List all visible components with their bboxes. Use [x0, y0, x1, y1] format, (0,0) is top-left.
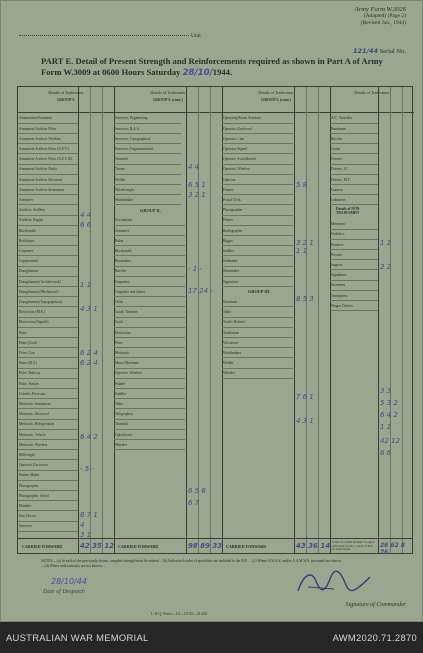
table-row: Operator, Wireless	[222, 165, 293, 175]
table-row: Photographer, Aerial	[18, 491, 78, 501]
table-row: Armament Artificer Radio	[18, 165, 78, 175]
table-row: Bootmaker	[114, 257, 185, 267]
table-row: Fitter, Station	[18, 379, 78, 389]
cf-value-1: 42 35 12	[80, 542, 115, 550]
table-row: Storeman	[222, 298, 293, 308]
cf-value-2: 98 89 33	[188, 542, 223, 550]
table-row: Surveyor, R.A.A.	[114, 124, 181, 134]
table-row: A/C, Australia	[330, 114, 378, 124]
table-row: Postal Clerk	[222, 196, 293, 206]
unit-label: Unit	[191, 33, 201, 39]
hand-nsg: 42 12	[380, 437, 401, 445]
table-row: Drivers, M.T.	[330, 175, 378, 185]
table-row: Saddler	[222, 247, 293, 257]
table-row: Grinder, Precision	[18, 389, 78, 399]
table-row: Tinsmith	[114, 155, 181, 165]
despatch-label: Date of Despatch	[43, 589, 85, 595]
hand-g1f: 6 2 4	[80, 359, 98, 367]
table-row: Operator, Switchboard	[222, 155, 293, 165]
table-row: Surveyor, Trigonometrical	[114, 145, 181, 155]
hand-g3f: 4 3 1	[296, 417, 314, 425]
table-row: Tailor	[222, 308, 293, 318]
table-row: Upholsterer	[114, 430, 185, 440]
table-row: Fitter	[114, 338, 185, 348]
form-ref-line-3: (Revised Jan., 1944)	[360, 20, 406, 26]
cf-value-3: 43 36 14	[296, 542, 331, 550]
table-row: Tinsmith	[114, 420, 185, 430]
col-head-details: Details of Tradesmen.	[48, 90, 84, 95]
table-row: Surveyor	[18, 522, 78, 532]
table-row: Trumpeters	[330, 291, 378, 301]
hand-g2f: 6 5 6	[188, 487, 206, 495]
title-date-hand: 28/10/	[182, 68, 213, 78]
hand-g1e: 6 2 4	[80, 349, 98, 357]
table-row: Cooks	[330, 145, 378, 155]
table-row: Bandsmen	[330, 124, 378, 134]
hand-g2b: 6 5 1	[188, 181, 206, 189]
table-row: Saw Doctor	[18, 512, 78, 522]
form-reference	[314, 6, 406, 27]
col-head-details: Details of Tradesmen.	[258, 90, 294, 95]
table-row: Tailor	[114, 400, 185, 410]
col-head-group-label: GROUP I.	[57, 97, 75, 102]
hand-nsc: 3 3	[380, 387, 392, 395]
hand-g1h: - 5 -	[80, 465, 94, 473]
totals-note: Totals of column marked * to agree with totals of cols. 1 and 2 of Part A. respectively.	[332, 540, 375, 552]
table-row: Textile Refitter	[222, 318, 293, 328]
table-row: Operator, Wireless	[114, 369, 185, 379]
archive-name: AUSTRALIAN WAR MEMORIAL	[6, 632, 149, 643]
notes-block: NOTES.—(a) In each of the previously shown, complete strength must be entered... (b) Authorised scales of specialists are included in the W.E. ... (c) Where A.W.A.S. and/or A.A.M.W.S. personnel are shown ... (d) Where rank/seniority are not known, ...	[41, 559, 341, 568]
table-row: Carpenter	[114, 277, 185, 287]
table-row: Signalmen	[330, 271, 378, 281]
table-row: Gunners	[330, 185, 378, 195]
group-heading: GROUP II.	[140, 207, 161, 213]
table-row: Blacksmith	[18, 226, 78, 236]
table-row: Armament Artificer Fitter (A.F.V. B)	[18, 155, 78, 165]
archive-id: AWM2020.71.2870	[332, 632, 417, 643]
table-row: Coach Trimmer	[114, 308, 185, 318]
hand-g1g: 6 4 2	[80, 433, 98, 441]
group-heading: GROUP III.	[248, 289, 271, 295]
table-row: Mechanic, Electrical	[18, 410, 78, 420]
table-row: Radiographer	[222, 226, 293, 236]
table-row: Printer	[222, 216, 293, 226]
table-row: Mechanic, Wireless	[18, 440, 78, 450]
table-row: Electrician	[114, 328, 185, 338]
hand-g3e: 7 6 1	[296, 393, 314, 401]
hand-g2c: 3 2 1	[188, 191, 206, 199]
table-row: Armament Artificer Wireless	[18, 134, 78, 144]
table-row: Operator, Excavator	[18, 461, 78, 471]
table-row: Watchmaker	[222, 349, 293, 359]
serial-label: Serial No.	[379, 48, 406, 55]
part-label: PART E.	[41, 56, 74, 66]
hand-g1j: 4	[80, 521, 85, 529]
table-row: Carpenter	[18, 247, 78, 257]
table-row: Ammunition Examiner	[18, 114, 78, 124]
table-row: Millwright	[18, 451, 78, 461]
table-row: Operating Room Assistant	[222, 114, 293, 124]
table-row: Armament Artificer Fitter	[18, 124, 78, 134]
table-row: Shoemaker	[222, 267, 293, 277]
hand-nsh: 6 6	[380, 449, 392, 457]
table-row: Butcher	[114, 267, 185, 277]
unit-line	[19, 35, 189, 36]
table-row: Draughtsman (Mechanical)	[18, 287, 78, 297]
table-row: Pattern Maker	[18, 471, 78, 481]
page-title	[41, 56, 391, 79]
title-year: 1944.	[212, 67, 233, 77]
hand-g1i: 8 7 1	[80, 511, 98, 519]
hand-g2a: 4 4	[188, 163, 200, 171]
despatch-block	[43, 577, 87, 595]
hand-g3c: 1 1	[296, 247, 308, 255]
col-head-group-1	[18, 87, 114, 113]
carried-forward-row	[18, 538, 412, 554]
table-row: Operator, Line	[222, 134, 293, 144]
printer-line: L.H.Q. Press—10—15/43—41440.	[151, 611, 208, 616]
group-heading: Details of NON-TRADESMEN	[336, 206, 361, 215]
col-group-2	[114, 87, 222, 553]
hand-g2d: - 1 -	[188, 265, 202, 273]
table-row: Armourer	[18, 196, 78, 206]
serial-number	[353, 47, 406, 55]
table-row: Artificer, Artillery	[18, 206, 78, 216]
table-row: Mechanic	[114, 349, 185, 359]
hand-nsb: 2 2	[380, 263, 392, 271]
hand-nsf: 1 1	[380, 423, 392, 431]
table-row: Painter	[114, 379, 185, 389]
col-head-group-2	[114, 87, 222, 113]
table-row: Operator, Signal	[222, 145, 293, 155]
table-row: Privates	[330, 250, 378, 260]
table-row: Welder	[114, 175, 181, 185]
hand-nsd: 5 3 2	[380, 399, 398, 407]
col-head-details: Details of Tradesmen.	[150, 90, 186, 95]
table-row: Wagon Drivers	[330, 301, 378, 311]
table-row: Sappers	[330, 261, 378, 271]
despatch-date-hand: 28/10/44	[51, 577, 87, 586]
table-row: Telegraphist	[114, 410, 185, 420]
table-row: Motor Mechanic	[114, 359, 185, 369]
table-row: Welder	[222, 359, 293, 369]
table-row: Saddler	[114, 389, 185, 399]
col-head-group-3	[222, 87, 330, 113]
col-head-details: Details of Tradesmen.	[354, 90, 390, 95]
table-row: Painter	[222, 185, 293, 195]
hand-g1k: 3 1	[80, 531, 92, 539]
hand-g1d: 4 3 1	[80, 305, 98, 313]
table-row: Electrician (M.E.)	[18, 308, 78, 318]
table-row: Armament Artificer Fitter (A.F.V.)	[18, 145, 78, 155]
table-row: Blacksmith	[114, 247, 185, 257]
table-row: Armament Artificer Instrument	[18, 185, 78, 195]
table-row: Messmen	[330, 220, 378, 230]
col-group-1	[18, 87, 114, 553]
table-row: Labourers	[330, 196, 378, 206]
hand-g2e: 17 24 -	[188, 287, 213, 295]
table-row: Bricklayer	[18, 236, 78, 246]
table-row: Butcher	[330, 134, 378, 144]
table-row: Fitter	[18, 328, 78, 338]
table-row: Orderlies	[330, 230, 378, 240]
table-row: Fitter (Coal)	[18, 338, 78, 348]
table-row: Tradesman	[222, 328, 293, 338]
strength-table	[17, 86, 413, 554]
table-row: Storemen	[330, 281, 378, 291]
hand-g1b: 6 6	[80, 221, 92, 229]
table-row: Signwriter	[222, 277, 293, 287]
table-row: Drivers, I.C.	[330, 165, 378, 175]
table-row: Surveyor, Topographical	[114, 134, 181, 144]
col-group-3	[222, 87, 330, 553]
table-row: Sailmaker	[222, 257, 293, 267]
table-row: Drivers	[330, 155, 378, 165]
table-row: Watchmaker	[114, 196, 181, 206]
col-head-group-label: GROUP I. (cont.)	[153, 97, 183, 102]
cf-label-3: CARRIED FORWARD	[226, 544, 267, 549]
table-row: Draughtsman (Topographical)	[18, 298, 78, 308]
hand-g1a: 4 4	[80, 211, 92, 219]
hand-g2g: 6 7	[188, 499, 200, 507]
serial-value: 121/44	[353, 47, 379, 55]
table-row: Armourer	[114, 226, 185, 236]
hand-nsa: 1 1	[380, 239, 392, 247]
table-row: Photographer	[18, 481, 78, 491]
commander-signature	[294, 569, 374, 597]
table-row: Electrician (Signals)	[18, 318, 78, 328]
table-row: Draughtsman (Architectural)	[18, 277, 78, 287]
table-row: Wheeler	[114, 440, 185, 450]
table-row: Armament Artificer Electrical	[18, 175, 78, 185]
table-row: Rigger	[222, 236, 293, 246]
table-row: Baker	[114, 236, 185, 246]
table-row: Mechanic, Instrument	[18, 400, 78, 410]
table-row: Pioneers	[330, 240, 378, 250]
table-row: Optician	[222, 175, 293, 185]
table-row: Coppersmith	[18, 257, 78, 267]
table-row: Artificer, Engine	[18, 216, 78, 226]
table-row: Carpenter and Joiner	[114, 287, 185, 297]
table-row: Vulcaniser	[222, 338, 293, 348]
table-row: Clerk	[114, 298, 185, 308]
hand-g3d: 8 5 3	[296, 295, 314, 303]
table-row: Draughtsman	[18, 267, 78, 277]
form-ref-line-2: (Adapted) (Page 2)	[363, 13, 406, 19]
table-row: Plumber	[18, 502, 78, 512]
hand-g1c: 1 1	[80, 281, 92, 289]
table-row: Surveyor, Engineering	[114, 114, 181, 124]
table-row: Photographer	[222, 206, 293, 216]
hand-g3b: 3 2 1	[296, 239, 314, 247]
col-head-group-label: GROUP I. (cont.)	[261, 97, 291, 102]
table-row: Wheeler	[222, 369, 293, 379]
table-row: Mechanic, Refrigeration	[18, 420, 78, 430]
table-row: Accountant	[114, 216, 185, 226]
cf-value-4: 26 62 8 76	[380, 542, 406, 556]
hand-g3a: 5 8	[296, 181, 308, 189]
table-row: Fitter, Railway	[18, 369, 78, 379]
form-ref-line-1: Army Form W.3026	[354, 6, 406, 13]
table-row: Fitter (M.T.)	[18, 359, 78, 369]
title-text: Detail of Present Strength and Reinforcements required as shown in Part A of Army Form W.3009 at 0600 Hours Saturday	[41, 56, 383, 77]
archive-footer	[0, 622, 423, 653]
hand-nse: 6 4 2	[380, 411, 398, 419]
commander-label: Signature of Commander	[345, 602, 406, 608]
table-row: Cook	[114, 318, 185, 328]
table-row: Fitter, Gun	[18, 349, 78, 359]
table-row: Turner	[114, 165, 181, 175]
cf-label-2: CARRIED FORWARD	[118, 544, 159, 549]
cf-label-1: CARRIED FORWARD	[22, 544, 63, 549]
table-row: Mechanic, Vehicle	[18, 430, 78, 440]
table-row: Wheelwright	[114, 185, 181, 195]
table-row: Operator, Keyboard	[222, 124, 293, 134]
